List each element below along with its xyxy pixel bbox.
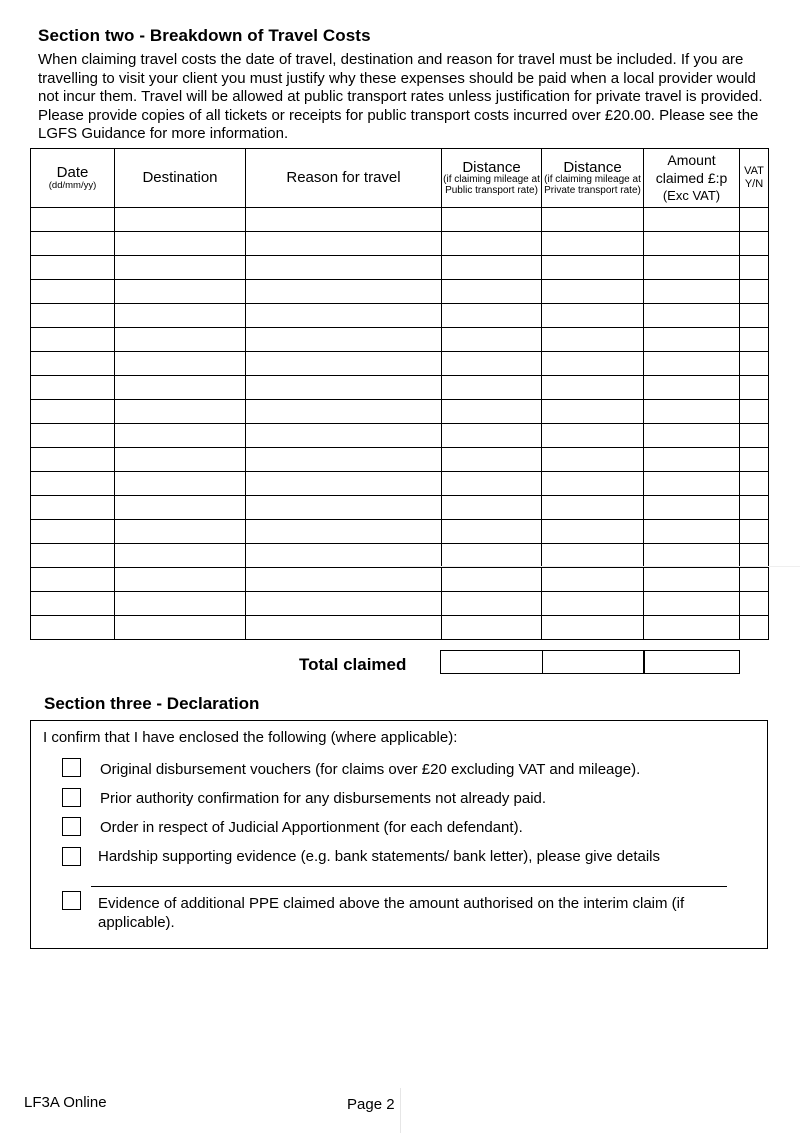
cell-date[interactable] [31, 376, 115, 400]
cell-amount[interactable] [644, 568, 740, 592]
cell-amount[interactable] [644, 520, 740, 544]
cell-distance-private[interactable] [542, 352, 644, 376]
cell-distance-public[interactable] [442, 472, 542, 496]
header-vat [740, 149, 769, 208]
table-row [31, 376, 769, 400]
cell-date[interactable] [31, 328, 115, 352]
table-row [31, 208, 769, 232]
cell-distance-public[interactable] [442, 400, 542, 424]
label-additional-ppe: Evidence of additional PPE claimed above the amount authorised on the interim claim (if applicable). [98, 895, 685, 931]
cell-distance-public[interactable] [442, 328, 542, 352]
cell-reason[interactable] [246, 568, 442, 592]
table-row [31, 544, 769, 568]
header-date-format: (dd/mm/yy) [48, 179, 97, 191]
cell-reason[interactable] [246, 592, 442, 616]
cell-amount[interactable] [644, 304, 740, 328]
checkbox-additional-ppe[interactable] [62, 891, 81, 910]
header-amount-line2: claimed £:p [655, 170, 728, 186]
total-claimed-label: Total claimed [299, 655, 407, 674]
cell-date[interactable] [31, 232, 115, 256]
cell-amount[interactable] [644, 256, 740, 280]
cell-distance-private[interactable] [542, 424, 644, 448]
cell-distance-private[interactable] [542, 544, 644, 568]
cell-amount[interactable] [644, 352, 740, 376]
cell-vat[interactable] [740, 568, 769, 592]
cell-vat[interactable] [740, 544, 769, 568]
table-row [31, 280, 769, 304]
travel-table-body [31, 208, 769, 640]
cell-distance-public[interactable] [442, 208, 542, 232]
cell-distance-private[interactable] [542, 616, 644, 640]
cell-vat[interactable] [740, 400, 769, 424]
declaration-intro: I confirm that I have enclosed the following (where applicable): [43, 729, 458, 746]
cell-destination[interactable] [115, 232, 246, 256]
cell-date[interactable] [31, 592, 115, 616]
section-two-instructions: When claiming travel costs the date of travel, destination and reason for travel must be included. If you are travelling to visit your client you must justify why these expenses should be paid when a local provider would not incur them. Travel will be allowed at public transport rates unless justification for private travel is provided. Please provide copies of all tickets or receipts for public transport costs incurred over £20.00. Please see the LGFS Guidance for more information. [38, 51, 763, 142]
table-row [31, 448, 769, 472]
cell-reason[interactable] [246, 496, 442, 520]
cell-destination[interactable] [115, 400, 246, 424]
cell-vat[interactable] [740, 208, 769, 232]
cell-amount[interactable] [644, 616, 740, 640]
cell-reason[interactable] [246, 304, 442, 328]
cell-vat[interactable] [740, 280, 769, 304]
cell-distance-private[interactable] [542, 448, 644, 472]
table-row [31, 616, 769, 640]
cell-date[interactable] [31, 352, 115, 376]
cell-reason[interactable] [246, 424, 442, 448]
cell-amount[interactable] [644, 472, 740, 496]
cell-vat[interactable] [740, 424, 769, 448]
section-two-title: Section two - Breakdown of Travel Costs [38, 26, 371, 45]
cell-date[interactable] [31, 448, 115, 472]
cell-distance-private[interactable] [542, 592, 644, 616]
label-original-vouchers: Original disbursement vouchers (for claims over £20 excluding VAT and mileage). [100, 761, 641, 778]
cell-distance-public[interactable] [442, 448, 542, 472]
cell-destination[interactable] [115, 472, 246, 496]
cell-reason[interactable] [246, 616, 442, 640]
cell-amount[interactable] [644, 592, 740, 616]
cell-distance-public[interactable] [442, 376, 542, 400]
cell-reason[interactable] [246, 208, 442, 232]
checkbox-prior-authority[interactable] [62, 788, 81, 807]
cell-date[interactable] [31, 568, 115, 592]
cell-destination[interactable] [115, 376, 246, 400]
cell-distance-private[interactable] [542, 280, 644, 304]
page-edge-divider [400, 566, 800, 567]
header-reason-label: Reason for travel [286, 169, 401, 187]
header-destination [115, 149, 246, 208]
header-distance-private-note: (if claiming mileage at Private transport rate) [544, 174, 641, 196]
cell-reason[interactable] [246, 448, 442, 472]
cell-vat[interactable] [740, 304, 769, 328]
cell-destination[interactable] [115, 448, 246, 472]
cell-amount[interactable] [644, 376, 740, 400]
table-row [31, 400, 769, 424]
table-row [31, 568, 769, 592]
table-row [31, 256, 769, 280]
header-destination-label: Destination [142, 169, 218, 187]
cell-distance-private[interactable] [542, 400, 644, 424]
cell-vat[interactable] [740, 496, 769, 520]
cell-vat[interactable] [740, 616, 769, 640]
table-row [31, 328, 769, 352]
cell-reason[interactable] [246, 232, 442, 256]
cell-distance-private[interactable] [542, 496, 644, 520]
total-distance-public-cell[interactable] [440, 650, 543, 674]
cell-destination[interactable] [115, 328, 246, 352]
cell-distance-private[interactable] [542, 472, 644, 496]
cell-vat[interactable] [740, 256, 769, 280]
cell-amount[interactable] [644, 208, 740, 232]
cell-distance-public[interactable] [442, 520, 542, 544]
cell-distance-private[interactable] [542, 328, 644, 352]
cell-destination[interactable] [115, 616, 246, 640]
cell-destination[interactable] [115, 496, 246, 520]
cell-reason[interactable] [246, 328, 442, 352]
table-row [31, 424, 769, 448]
label-judicial-apportionment: Order in respect of Judicial Apportionment (for each defendant). [100, 819, 523, 836]
checkbox-judicial-apportionment[interactable] [62, 817, 81, 836]
cell-reason[interactable] [246, 376, 442, 400]
cell-destination[interactable] [115, 568, 246, 592]
cell-date[interactable] [31, 208, 115, 232]
cell-amount[interactable] [644, 400, 740, 424]
cell-distance-public[interactable] [442, 232, 542, 256]
cell-destination[interactable] [115, 352, 246, 376]
cell-destination[interactable] [115, 520, 246, 544]
cell-vat[interactable] [740, 328, 769, 352]
cell-reason[interactable] [246, 520, 442, 544]
header-amount [644, 149, 740, 208]
header-distance-private-label: Distance [563, 158, 622, 176]
cell-distance-public[interactable] [442, 568, 542, 592]
header-distance-public-label: Distance [462, 158, 521, 176]
table-row [31, 592, 769, 616]
checkbox-original-vouchers[interactable] [62, 758, 81, 777]
cell-date[interactable] [31, 280, 115, 304]
cell-amount[interactable] [644, 280, 740, 304]
cell-amount[interactable] [644, 544, 740, 568]
total-claimed-row [440, 650, 740, 674]
cell-distance-private[interactable] [542, 304, 644, 328]
cell-reason[interactable] [246, 280, 442, 304]
cell-amount[interactable] [644, 448, 740, 472]
table-row [31, 304, 769, 328]
cell-vat[interactable] [740, 520, 769, 544]
header-reason [246, 149, 442, 208]
hardship-details-line[interactable] [91, 886, 727, 887]
label-hardship-evidence: Hardship supporting evidence (e.g. bank statements/ bank letter), please give details [98, 848, 660, 865]
cell-destination[interactable] [115, 544, 246, 568]
cell-vat[interactable] [740, 232, 769, 256]
cell-destination[interactable] [115, 424, 246, 448]
cell-distance-private[interactable] [542, 520, 644, 544]
header-distance-public [442, 149, 542, 208]
cell-date[interactable] [31, 424, 115, 448]
cell-distance-private[interactable] [542, 568, 644, 592]
cell-distance-public[interactable] [442, 424, 542, 448]
cell-reason[interactable] [246, 400, 442, 424]
header-vat-line2: Y/N [744, 178, 764, 190]
cell-date[interactable] [31, 520, 115, 544]
total-amount-cell[interactable] [643, 650, 740, 674]
cell-distance-private[interactable] [542, 208, 644, 232]
cell-amount[interactable] [644, 232, 740, 256]
cell-distance-public[interactable] [442, 280, 542, 304]
cell-date[interactable] [31, 400, 115, 424]
cell-amount[interactable] [644, 424, 740, 448]
header-vat-line1: VAT [744, 165, 764, 177]
cell-reason[interactable] [246, 544, 442, 568]
cell-date[interactable] [31, 256, 115, 280]
table-row [31, 352, 769, 376]
cell-destination[interactable] [115, 208, 246, 232]
cell-distance-public[interactable] [442, 616, 542, 640]
cell-reason[interactable] [246, 352, 442, 376]
table-header-row [31, 149, 769, 208]
header-date [31, 149, 115, 208]
total-distance-private-cell[interactable] [542, 650, 645, 674]
cell-distance-public[interactable] [442, 592, 542, 616]
cell-date[interactable] [31, 544, 115, 568]
table-row [31, 520, 769, 544]
header-distance-private [542, 149, 644, 208]
cell-destination[interactable] [115, 280, 246, 304]
header-amount-line3: (Exc VAT) [662, 188, 721, 203]
cell-date[interactable] [31, 472, 115, 496]
footer-form-name: LF3A Online [24, 1094, 107, 1111]
page-edge-divider [400, 1088, 401, 1133]
table-row [31, 232, 769, 256]
cell-distance-public[interactable] [442, 256, 542, 280]
cell-distance-private[interactable] [542, 376, 644, 400]
cell-vat[interactable] [740, 376, 769, 400]
cell-amount[interactable] [644, 496, 740, 520]
cell-vat[interactable] [740, 472, 769, 496]
label-prior-authority: Prior authority confirmation for any disbursements not already paid. [100, 790, 547, 807]
header-amount-line1: Amount [667, 152, 716, 168]
cell-distance-private[interactable] [542, 232, 644, 256]
cell-distance-public[interactable] [442, 304, 542, 328]
footer-page-number: Page 2 [347, 1096, 395, 1113]
cell-distance-public[interactable] [442, 352, 542, 376]
cell-distance-public[interactable] [442, 544, 542, 568]
cell-reason[interactable] [246, 472, 442, 496]
cell-destination[interactable] [115, 304, 246, 328]
cell-distance-private[interactable] [542, 256, 644, 280]
cell-destination[interactable] [115, 592, 246, 616]
cell-date[interactable] [31, 616, 115, 640]
cell-vat[interactable] [740, 352, 769, 376]
header-date-label: Date [56, 164, 89, 182]
checkbox-hardship-evidence[interactable] [62, 847, 81, 866]
section-three-title: Section three - Declaration [44, 694, 260, 713]
cell-date[interactable] [31, 304, 115, 328]
cell-reason[interactable] [246, 256, 442, 280]
table-row [31, 496, 769, 520]
cell-date[interactable] [31, 496, 115, 520]
cell-vat[interactable] [740, 592, 769, 616]
cell-destination[interactable] [115, 256, 246, 280]
cell-distance-public[interactable] [442, 496, 542, 520]
cell-amount[interactable] [644, 328, 740, 352]
table-row [31, 472, 769, 496]
header-distance-public-note: (if claiming mileage at Public transport rate) [443, 174, 540, 196]
cell-vat[interactable] [740, 448, 769, 472]
